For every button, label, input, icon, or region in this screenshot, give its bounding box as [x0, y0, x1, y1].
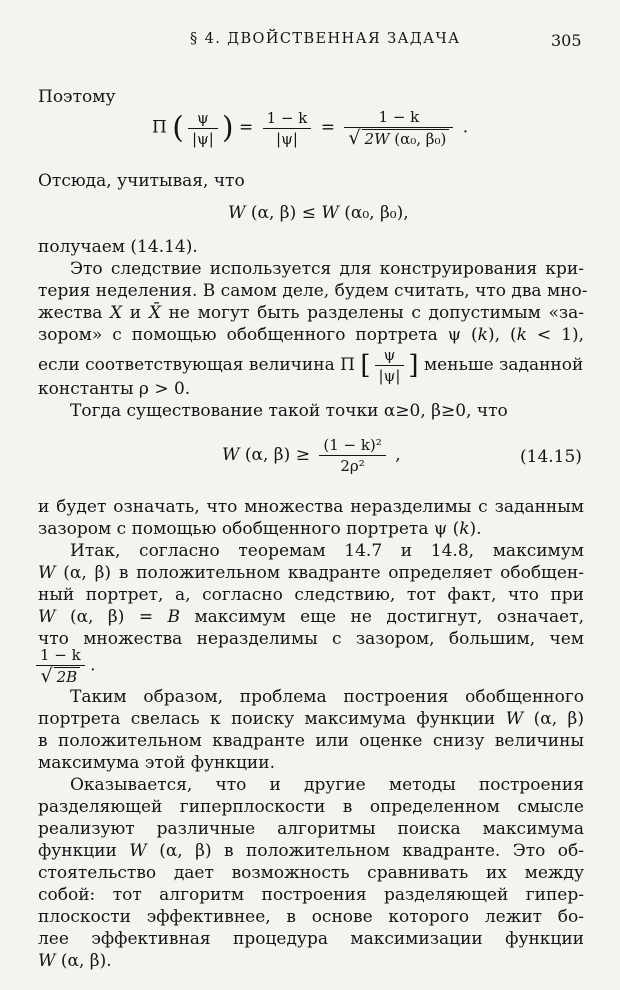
page-number: 305 — [551, 31, 582, 50]
sqrt-sign: √ — [348, 127, 361, 149]
numerator: 1 − k — [344, 108, 453, 128]
equation-W-inequality: W (α, β) ≤ W (α₀, β₀), — [228, 203, 409, 223]
text-line-21: максимума этой функции. — [38, 753, 275, 773]
numerator: 1 − k — [263, 109, 312, 129]
text-line-6: жества X и X̄ не могут быть разделены с допустимым «за- — [38, 303, 585, 323]
text-line-22: Оказывается, что и другие методы построения — [70, 775, 584, 795]
denominator: |ψ| — [276, 129, 298, 148]
section-title: § 4. ДВОЙСТВЕННАЯ ЗАДАЧА — [190, 31, 461, 47]
equation-14-15: W (α, β) ≥ $\frac{\text{(1 − k)²}}{\text{2ρ²}}$ , — [222, 436, 401, 475]
pi-symbol: П — [152, 117, 167, 138]
text-line-20: в положительном квадранте или оценке снизу величины — [38, 731, 584, 751]
fraction-one-minus-k-over-abs-psi — [263, 109, 312, 148]
fraction-one-minus-k-sq-over-two-rho-sq: $\frac{\text{(1 − k)²}}{\text{2ρ²}}$ — [319, 436, 385, 475]
text-line-23: разделяющей гиперплоскости в определенном смысле — [38, 797, 584, 817]
radicand: 2W (α₀, β₀) — [362, 129, 450, 148]
text-line-15: ный портрет, а, согласно следствию, тот факт, что при — [38, 585, 584, 605]
text-line-18: Таким образом, проблема построения обобщенного — [70, 687, 584, 707]
text-line-5: терия неделения. В самом деле, будем считать, что два мно- — [38, 281, 588, 301]
text-line-2: Отсюда, учитывая, что — [38, 171, 245, 191]
equals-sign: = — [238, 117, 254, 138]
text-line-24: реализуют различные алгоритмы поиска максимума — [38, 819, 584, 839]
text-line-11: и будет означать, что множества неразделимы с заданным — [38, 497, 584, 517]
fraction-one-minus-k-over-sqrt-2B: $\frac{1 - k}{√ 2B}$ . — [36, 646, 96, 686]
text-line-27: собой: тот алгоритм построения разделяющей гипер- — [38, 885, 584, 905]
text-line-3: получаем (14.14). — [38, 237, 198, 257]
text-line-8: если соответствующая величина П [ $\frac{\psi}{|\psi|}$ ] меньше заданной — [38, 346, 584, 385]
text-line-28: плоскости эффективнее, в основе которого лежит бо- — [38, 907, 584, 927]
text-line-9: константы ρ > 0. — [38, 379, 191, 399]
running-header — [0, 31, 620, 55]
paren-close: ) — [221, 110, 234, 146]
text-line-19: портрета свелась к поиску максимума функции W (α, β) — [38, 709, 584, 729]
equation-pi-psi — [152, 108, 468, 148]
paren-open: ( — [172, 110, 184, 146]
text-line-13: Итак, согласно теоремам 14.7 и 14.8, максимум — [70, 541, 584, 561]
text-line-4: Это следствие используется для конструирования кри- — [70, 259, 584, 279]
fraction-psi-over-abs-psi — [188, 109, 218, 148]
text-line-10: Тогда существование такой точки α≥0, β≥0, что — [70, 401, 508, 421]
text-line-17: что множества неразделимы с зазором, большим, чем — [38, 629, 584, 649]
text-line-30: W (α, β). — [38, 951, 112, 971]
text-line-16: W (α, β) = B максимум еще не достигнут, означает, — [38, 607, 585, 627]
equation-number: (14.15) — [520, 447, 582, 467]
text-line-26: стоятельство дает возможность сравнивать их между — [38, 863, 584, 883]
denominator: |ψ| — [191, 129, 214, 148]
text-line-29: лее эффективная процедура максимизации функции — [38, 929, 584, 949]
numerator: ψ — [188, 109, 218, 129]
text-line-12: зазором с помощью обобщенного портрета ψ (k). — [38, 519, 482, 539]
equals-sign: = — [320, 117, 336, 138]
text-line-14: W (α, β) в положительном квадранте определяет обобщен- — [38, 563, 584, 583]
fraction-one-minus-k-over-sqrt — [344, 108, 453, 148]
text-line-7: зором» с помощью обобщенного портрета ψ (k), (k < 1), — [38, 325, 585, 345]
equation-period: . — [462, 117, 469, 138]
text-line-25: функции W (α, β) в положительном квадранте. Это об- — [38, 841, 585, 861]
fraction-psi-over-abs-psi-inline: $\frac{\psi}{|\psi|}$ — [375, 346, 405, 385]
text-line-1: Поэтому — [38, 87, 116, 107]
denominator — [344, 128, 453, 148]
